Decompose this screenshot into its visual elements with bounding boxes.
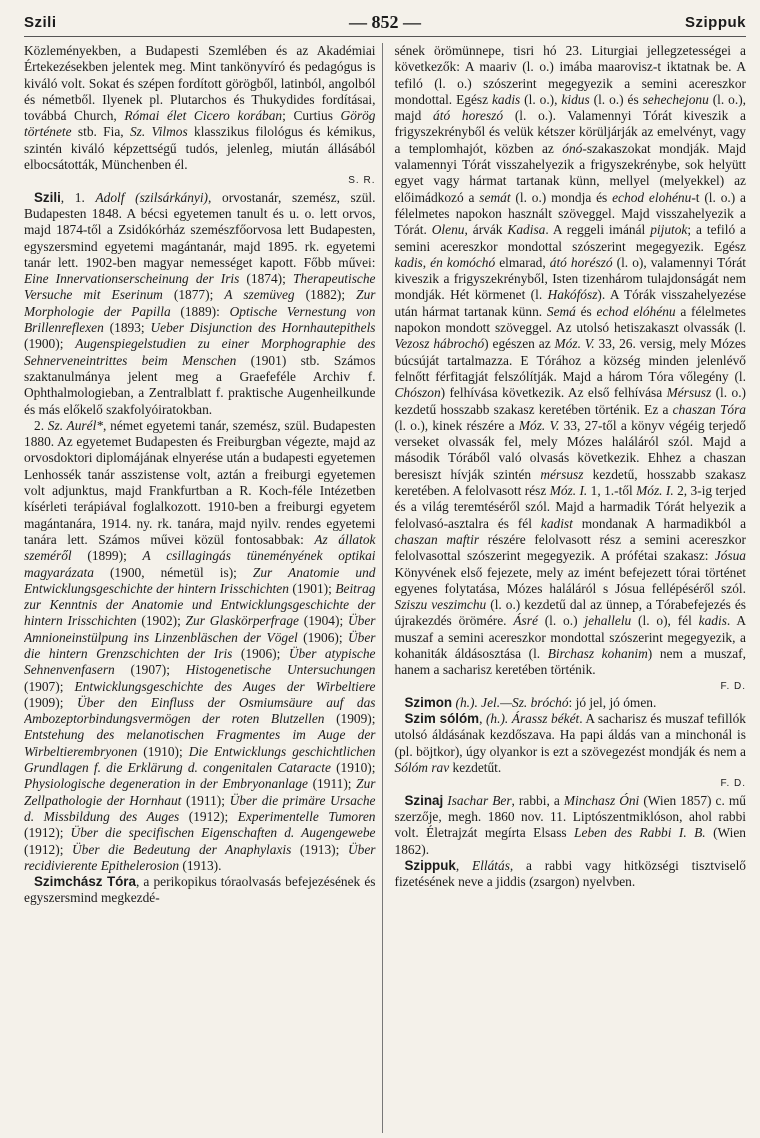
body-text: (1901) stb. Számos szaktanulmánya jelent meg a Graefeféle Archiv f. Ophthalmologieban, a Zentralblatt f. praktische Augenheilkunde és más előkelő szakfolyóiratokban. [24, 352, 376, 417]
italic-text: Leben des Rabbi I. B. [574, 825, 706, 841]
body-text: 33, 27-től a könyv végéig terjedő verseket olvassák fel, mely Mózes haláláról szól. Majd a második Tóráből való olvasás következik. Ehhez a chaszan beresiszt hívják szintén [394, 417, 746, 482]
italic-text: jehallelu [584, 613, 632, 629]
italic-text: Móz. I. [549, 483, 588, 499]
entry-paragraph [24, 43, 376, 190]
header-left-keyword: Szili [24, 14, 57, 31]
body-text: a félelmetes napokon mondott szöveggel. Az utolsó hetiszakaszt olvassák (l. [394, 303, 746, 336]
body-text: (l. o.), kinek részére a [394, 417, 519, 433]
italic-text: átó horeszó [433, 108, 504, 124]
body-text: klasszikus filológus és kémikus, szintén kiváló képzettségű tudós, jelenleg, miután állásából elbocsátották, Münchenben él. [24, 124, 376, 173]
italic-text: Adolf (szilsárkányi) [95, 189, 209, 205]
italic-text: Sz. Aurél* [47, 417, 103, 433]
italic-text: Móz. V. [518, 417, 560, 433]
italic-text: sehechejonu [642, 91, 709, 107]
body-text: stb. Fia, [71, 124, 130, 140]
body-text: . A muszaf a semini acereszkor mondottal szószerint megegyezik, a kohaniták áldásosztása (l. [394, 613, 746, 661]
body-text: (l. o.) [537, 613, 585, 629]
body-text: (1874); [239, 271, 293, 287]
body-text: (1900); [24, 336, 76, 352]
entry-paragraph [395, 711, 747, 792]
entry-paragraph [24, 874, 376, 907]
italic-text: Über den Einfluss der Osmiumsäure auf das Ambozeptorbindungsvermögen der roten Blutzellen [24, 694, 376, 727]
italic-text: echod elóhénu [596, 303, 676, 319]
body-text: (1899); [71, 548, 143, 564]
italic-text: Zur Morphologie der Papilla [24, 287, 376, 319]
italic-text: Zur Zellpathologie der Hornhaut [24, 776, 376, 808]
body-text: , [479, 711, 486, 727]
body-text: ; Curtius [282, 108, 341, 124]
body-text: (1907); [114, 662, 186, 678]
italic-text: Birchasz kohanim [547, 645, 648, 661]
body-text: (1906); [232, 645, 289, 661]
italic-text: én komóchó [430, 254, 496, 270]
italic-text: (h.). Árassz békét [485, 711, 580, 727]
page-number: — 852 — [349, 12, 421, 32]
left-column [24, 43, 383, 1133]
body-text: (1904); [298, 613, 348, 629]
body-text: mondanak A harmadikból a [572, 515, 746, 531]
italic-text: A szemüveg [224, 287, 295, 303]
body-text: . A reggeli imánál [545, 222, 651, 238]
italic-text: Görög története [24, 108, 376, 140]
italic-text: semát [479, 189, 511, 205]
body-text: , árvák [464, 222, 508, 238]
body-text: , rabbi, a [511, 792, 564, 808]
italic-text: Ellátás [471, 857, 510, 873]
body-text: 33, 26. versig, mely Mózes búcsúját tartalmazza. E Tórához a község minden jelenlévő felnőtt férfitagját felszólítják. Majd a három Tóra vőlegény (l. [394, 336, 746, 384]
entry-headword: Szimon [404, 694, 453, 710]
body-text: (1909); [324, 711, 376, 727]
body-text: (1900, németül is); [93, 564, 253, 580]
body-text: kezdetű, hosszabb szakasz keretében. A felolvasott rész [394, 466, 746, 499]
italic-text: pijutok [650, 222, 688, 238]
italic-text: A csillagingás tüneményének optikai magyarázata [24, 548, 376, 580]
body-text: (l. o.). Valamennyi Tórát kiveszik a frigyszekrényből és velük kétszer körüljárják az emelvényt, vagy a templomhajót, közben az [394, 108, 746, 156]
entry-paragraph [395, 858, 747, 891]
italic-text: Über atypische Sehnenvenfasern [24, 645, 376, 678]
body-text: ). A Tórák visszahelyezése után hármat tartanak künn. [394, 287, 746, 319]
entry-paragraph [24, 418, 376, 874]
italic-text: Zur Anatomie und Entwicklungsgeschichte der hintern Irisschichten [24, 564, 376, 596]
body-text: ) felhívása következik. Az első felhívása [440, 385, 667, 401]
body-text: (l. o.) mondja és [510, 189, 613, 205]
italic-text: Physiologische degeneration in der Embryonanlage [24, 776, 308, 792]
body-text: -t (l. o.) a félelmetes napokon használt szöveggel. Majd visszahelyezik a Tórát. [394, 189, 746, 238]
author-signature: F. D. [720, 680, 746, 692]
italic-text: Therapeutische Versuche mit Eserinum [24, 271, 376, 303]
italic-text: Beitrag zur Kenntnis der Anatomie und Entwicklungsgeschichte der hintern Irisschichten [24, 580, 376, 629]
body-text: sének örömünnepe, tisri hó 23. Liturgiai jellegzetességei a következők: A maariv (l. o.) imába maarovisz-t iktatnak be. A tefiló (l. o.) szószerint megegyezik a semini acereszkor mondottal. Egész [394, 43, 746, 107]
italic-text: Über recidivierente Epithelerosion [24, 841, 376, 873]
italic-text: Hakófósz [547, 287, 598, 303]
italic-text: Semá [546, 303, 576, 319]
body-text: (1893; [103, 320, 151, 336]
text-columns [24, 43, 746, 1133]
body-text: ) egészen az [484, 336, 555, 352]
body-text: (1911); [181, 792, 230, 808]
entry-headword: Szinaj [404, 792, 444, 808]
italic-text: Móz. V. [554, 336, 595, 352]
entry-paragraph [395, 43, 747, 695]
italic-text: Minchasz Óni [563, 792, 640, 808]
body-text: ; a tefiló a semini acereszkor mondottal szószerint megegyezik. Egész [394, 222, 746, 254]
italic-text: Jósua [714, 548, 746, 564]
body-text: (1901); [288, 580, 336, 596]
entry-paragraph [395, 793, 747, 858]
entry-paragraph [24, 190, 376, 418]
italic-text: Über die Bedeutung der Anaphylaxis [72, 841, 292, 857]
italic-text: Zur Glaskörperfrage [185, 613, 299, 629]
right-column [389, 43, 747, 1133]
italic-text: Sziszu veszimchu [394, 597, 487, 613]
body-text: (1912); [24, 825, 71, 841]
body-text: részére felolvasott rész a semini acereszkor felolvasottal szószerint megegyezik. A prófétai szakasz: [394, 531, 746, 564]
body-text: és [575, 303, 597, 319]
body-text: , [455, 857, 472, 873]
body-text: (1877); [162, 287, 225, 303]
italic-text: Entwicklungsgeschichte des Auges der Wirbeltiere [74, 678, 376, 694]
italic-text: Optische Vernestung von Brillenreflexen [24, 303, 376, 336]
italic-text: Über die hintern Grenzschichten der Iris [24, 629, 376, 661]
italic-text: Eine Innervationserscheinung der Iris [24, 271, 240, 287]
body-text: (1910); [330, 760, 376, 776]
body-text: (1913). [179, 857, 222, 873]
entry-headword: Szim sólóm [404, 711, 480, 727]
body-text: (1907); [24, 678, 75, 694]
italic-text: Vezosz hábrochó [394, 336, 485, 352]
italic-text: Móz. I. [636, 483, 674, 499]
italic-text: Római élet Cicero korában [124, 108, 283, 124]
body-text: (1906); [297, 629, 348, 645]
italic-text: kadist [540, 515, 573, 531]
italic-text: átó horészó [549, 254, 613, 270]
body-text: 1, 1.-től [587, 483, 637, 499]
italic-text: chaszan maftir [394, 531, 480, 547]
body-text: (1912); [24, 841, 73, 857]
italic-text: Az állatok szeméről [24, 531, 376, 564]
italic-text: kadis [394, 254, 423, 270]
italic-text: kidus [561, 91, 590, 107]
body-text: (l. o.) kezdetű hosszabb szakasz keretében történik. Ez a [394, 385, 746, 417]
italic-text: Die Entwicklungs geschichtlichen Grundlagen f. die Erklärung d. congenitalen Cataracte [24, 743, 376, 776]
body-text: (1902); [136, 613, 186, 629]
body-text: (1889): [170, 303, 230, 319]
body-text: kezdetűt. [449, 760, 502, 776]
italic-text: Isachar Ber [447, 792, 512, 808]
italic-text: Über Amnioneinstülpung ins Linzenbläschen der Vögel [24, 613, 376, 645]
body-text: (1882); [294, 287, 357, 303]
body-text: (Wien 1857) c. mű szerzője, megh. 1860 nov. 11. Liptószentmiklóson, ahol rabbi volt. Életrajzát megírta Elsass [394, 792, 746, 841]
body-text: , a perikopikus tóraolvasás befejezésének és egyszersmind megkezdé- [24, 874, 376, 906]
italic-text: kadis [491, 91, 521, 107]
body-text: 2, 3-ig terjed és a világ teremtéséről szól. Majd a harmadik Tórát helyezik a felolvasó-asztalra és fél [394, 483, 746, 531]
italic-text: Sólóm rav [394, 760, 450, 776]
italic-text: Über die specifischen Eigenschaften d. Augengewebe [70, 825, 376, 841]
italic-text: Mérsusz [666, 385, 712, 401]
italic-text: ónó [562, 140, 583, 156]
body-text: (l. o.), [520, 91, 562, 107]
body-text: , [422, 254, 431, 270]
body-text: (1909); [24, 694, 77, 710]
entry-paragraph [395, 695, 747, 711]
body-text: (l. o), valamennyi Tórát kiveszik a frigyszekrényből, Isten tizenhárom tulajdonságát nem mondják. Hét körmenet (l. [394, 254, 746, 303]
italic-text: mérsusz [540, 466, 584, 482]
italic-text: (h.). Jel.—Sz. bróchó [455, 694, 569, 710]
body-text: (l. o.), majd [394, 91, 746, 124]
body-text: (l. o.) kezdetű dal az ünnep, a Tórabefejezés és újrakezdés örömére. [394, 597, 746, 629]
italic-text: Ueber Disjunction des Hornhautepithels [150, 320, 376, 336]
italic-text: Ásré [513, 613, 538, 629]
author-signature: S. R. [348, 175, 376, 187]
italic-text: Kadisa [507, 222, 546, 238]
entry-headword: Szili [34, 189, 61, 205]
entry-headword: Szimchász Tóra [34, 874, 136, 890]
body-text: , orvostanár, szemész, szül. Budapesten 1848. A bécsi egyetemen tanult és u. o. lett orvos, majd 1874-től a Zsidókórház szemészfőorvosa lett Budapesten, egyszersmind egyetemi magántanár, majd 1895. rk. egyetemi tanár lett. 1902-ben magyar nemességet kapott. Főbb művei: [24, 189, 376, 270]
italic-text: Entstehung des melanotischen Fragmentes im Auge der Wirbeltierembryonen [24, 727, 376, 759]
body-text: Közleményekben, a Budapesti Szemlében és az Akadémiai Értekezésekben jelentek meg. Mint tankönyvíró és pedagógus is kiváló volt. Sokat és szépen fordított görögből, latinból, angolból és németből. Ilyenek pl. Plutarchos és Thukydides fordításai, továbbá Church, [24, 43, 376, 124]
italic-text: Experimentelle Tumoren [237, 808, 376, 824]
page-header [24, 10, 746, 37]
body-text: 2. [34, 417, 48, 433]
body-text: (1912); [179, 808, 238, 824]
body-text: , német egyetemi tanár, szemész, szül. Budapesten 1880. Az egyetemet Budapesten és Freiburgban végezte, majd az orvosdoktori diplomájának elnyerése után a budapesti egyetemen Lenhossék tanár asszistense volt, aztán a freiburgi egyetemen volt adjunktus, majd Frankfurtban a R. Koch-féle Intézetben kísérleti terápiával foglalkozott. 1910-ben a freiburgi egyetem magántanára, 1914. ny. rk. tanára, majd nyilv. rendes egyetemi tanára lett. Számos művei közül fontosabbak: [24, 417, 376, 547]
italic-text: echod elohénu [612, 189, 692, 205]
body-text: , 1. [60, 189, 96, 205]
italic-text: Olenu [431, 222, 465, 238]
italic-text: Über die primäre Ursache d. Missbildung des Auges [24, 792, 376, 824]
body-text: ) nem a muszaf, hanem a sacharisz keretében történik. [394, 645, 746, 678]
italic-text: Sz. Vilmos [129, 124, 188, 140]
header-right-keyword: Szippuk [684, 14, 746, 31]
body-text: -szakaszokat mondják. Majd valamennyi Tórát visszahelyezik a frigyszekrénybe, sok helyütt egyet vagy hármat tartanak künn, mellyel (melyekkel) az előimádkozó a [394, 140, 746, 205]
author-signature: F. D. [720, 778, 746, 790]
body-text: (l. o.) és [589, 91, 643, 107]
italic-text: Histogenetische Untersuchungen [185, 662, 376, 678]
italic-text: kadis [698, 613, 727, 629]
entry-headword: Szippuk [404, 857, 456, 873]
body-text: Könyvének első fejezete, mely az imént befejezett tórai történet egyenes folytatása, Mózes haláláról s Jósua fellépéséről szól. [394, 564, 746, 596]
body-text: (l. o), fél [631, 613, 699, 629]
body-text: : jó jel, jó ómen. [568, 694, 657, 710]
italic-text: chaszan Tóra [672, 401, 746, 417]
body-text: (1911); [307, 776, 357, 792]
body-text: , a rabbi vagy hitközségi tisztviselő fizetésének neve a jiddis (zsargon) nyelvben. [394, 857, 746, 890]
italic-text: Augenspiegelstudien zu einer Morphographie des Sehnerveneintrittes beim Menschen [24, 336, 376, 368]
body-text: . A sacharisz és muszaf tefillók utolsó áldásának kezdőszava. Ha papi áldás van a minchonál is (pl. böjtkor), úgy olyankor is ezt a szövegezést mondják és nem a [394, 711, 746, 759]
body-text: (Wien 1862). [394, 825, 746, 857]
body-text: (1913); [291, 841, 348, 857]
italic-text: Chószon [394, 385, 441, 401]
body-text: (1910); [137, 743, 189, 759]
body-text: elmarad, [495, 254, 550, 270]
